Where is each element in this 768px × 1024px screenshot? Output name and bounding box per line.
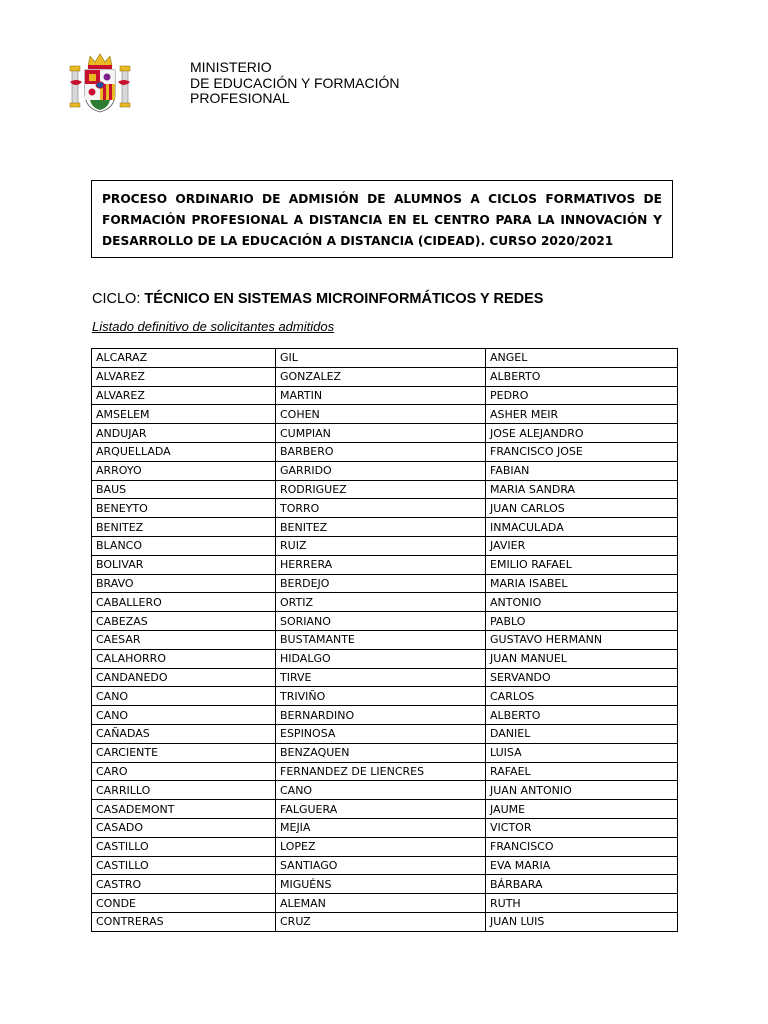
ministry-line: MINISTERIO [190,59,272,75]
second-surname-cell: ALEMAN [276,894,486,913]
table-row [92,424,678,443]
first-surname-cell: ALVAREZ [92,367,276,386]
given-name-cell: RUTH [486,894,678,913]
first-surname-cell: BOLIVAR [92,555,276,574]
table-row [92,800,678,819]
given-name-cell: JUAN MANUEL [486,649,678,668]
ciclo-prefix: CICLO: [92,291,145,307]
second-surname-cell: ORTIZ [276,593,486,612]
second-surname-cell: CRUZ [276,912,486,931]
second-surname-cell: RUIZ [276,536,486,555]
given-name-cell: JUAN LUIS [486,912,678,931]
second-surname-cell: BERDEJO [276,574,486,593]
first-surname-cell: BAUS [92,480,276,499]
given-name-cell: EMILIO RAFAEL [486,555,678,574]
table-row [92,687,678,706]
table-row [92,405,678,424]
first-surname-cell: CABEZAS [92,612,276,631]
second-surname-cell: SANTIAGO [276,856,486,875]
table-row [92,668,678,687]
table-row [92,461,678,480]
second-surname-cell: COHEN [276,405,486,424]
given-name-cell: ANGEL [486,349,678,368]
table-row [92,386,678,405]
second-surname-cell: GARRIDO [276,461,486,480]
second-surname-cell: GONZALEZ [276,367,486,386]
first-surname-cell: ALVAREZ [92,386,276,405]
second-surname-cell: TIRVE [276,668,486,687]
second-surname-cell: HERRERA [276,555,486,574]
second-surname-cell: MARTIN [276,386,486,405]
given-name-cell: ANTONIO [486,593,678,612]
first-surname-cell: CAÑADAS [92,724,276,743]
given-name-cell: ASHER MEIR [486,405,678,424]
list-heading: Listado definitivo de solicitantes admitidos [92,319,335,334]
table-row [92,724,678,743]
second-surname-cell: FERNANDEZ DE LIENCRES [276,762,486,781]
given-name-cell: LUISA [486,743,678,762]
given-name-cell: GUSTAVO HERMANN [486,630,678,649]
first-surname-cell: BLANCO [92,536,276,555]
second-surname-cell: ESPINOSA [276,724,486,743]
table-row [92,612,678,631]
table-row [92,367,678,386]
given-name-cell: INMACULADA [486,518,678,537]
ciclo-name: TÉCNICO EN SISTEMAS MICROINFORMÁTICOS Y REDES [144,291,544,307]
given-name-cell: JAVIER [486,536,678,555]
ministry-line: DE EDUCACIÓN Y FORMACIÓN [190,74,400,91]
given-name-cell: BÁRBARA [486,875,678,894]
first-surname-cell: CASADEMONT [92,800,276,819]
first-surname-cell: BENEYTO [92,499,276,518]
given-name-cell: JAUME [486,800,678,819]
table-row [92,762,678,781]
second-surname-cell: SORIANO [276,612,486,631]
second-surname-cell: BERNARDINO [276,706,486,725]
table-row [92,536,678,555]
table-row [92,781,678,800]
second-surname-cell: MEJIA [276,818,486,837]
table-row [92,875,678,894]
first-surname-cell: CASTILLO [92,837,276,856]
second-surname-cell: HIDALGO [276,649,486,668]
given-name-cell: VICTOR [486,818,678,837]
first-surname-cell: CANO [92,687,276,706]
first-surname-cell: ALCARAZ [92,349,276,368]
given-name-cell: MARIA ISABEL [486,574,678,593]
first-surname-cell: AMSELEM [92,405,276,424]
first-surname-cell: CARRILLO [92,781,276,800]
process-title: PROCESO ORDINARIO DE ADMISIÓN DE ALUMNOS A CICLOS FORMATIVOS DE FORMACIÓN PROFESIONAL A DISTANCIA EN EL CENTRO PARA LA INNOVACIÓN Y DESARROLLO DE LA EDUCACIÓN A DISTANCIA (CIDEAD). CURSO 2020/2021 [102,192,662,248]
first-surname-cell: CARO [92,762,276,781]
second-surname-cell: GIL [276,349,486,368]
first-surname-cell: CABALLERO [92,593,276,612]
table-row [92,349,678,368]
table-row [92,480,678,499]
ministry-line: PROFESIONAL [190,90,290,106]
table-row [92,574,678,593]
table-row [92,837,678,856]
second-surname-cell: TORRO [276,499,486,518]
second-surname-cell: CUMPIAN [276,424,486,443]
table-row [92,518,678,537]
first-surname-cell: CONTRERAS [92,912,276,931]
given-name-cell: JOSE ALEJANDRO [486,424,678,443]
process-title-box [91,180,673,258]
table-row [92,894,678,913]
first-surname-cell: CARCIENTE [92,743,276,762]
second-surname-cell: BENZAQUEN [276,743,486,762]
ciclo-heading [92,291,543,307]
first-surname-cell: CONDE [92,894,276,913]
table-row [92,593,678,612]
second-surname-cell: TRIVIÑO [276,687,486,706]
table-row [92,743,678,762]
coat-of-arms-logo [68,52,132,114]
given-name-cell: EVA MARIA [486,856,678,875]
ministry-name [190,60,400,107]
table-row [92,649,678,668]
table-row [92,555,678,574]
first-surname-cell: BRAVO [92,574,276,593]
second-surname-cell: MIGUÉNS [276,875,486,894]
second-surname-cell: BUSTAMANTE [276,630,486,649]
table-row [92,630,678,649]
first-surname-cell: ARROYO [92,461,276,480]
given-name-cell: FABIAN [486,461,678,480]
first-surname-cell: CAESAR [92,630,276,649]
second-surname-cell: CANO [276,781,486,800]
table-row [92,912,678,931]
given-name-cell: RAFAEL [486,762,678,781]
given-name-cell: JUAN CARLOS [486,499,678,518]
first-surname-cell: CANO [92,706,276,725]
first-surname-cell: CASTILLO [92,856,276,875]
table-row [92,499,678,518]
second-surname-cell: FALGUERA [276,800,486,819]
first-surname-cell: CANDANEDO [92,668,276,687]
first-surname-cell: CASTRO [92,875,276,894]
table-row [92,856,678,875]
second-surname-cell: RODRIGUEZ [276,480,486,499]
given-name-cell: JUAN ANTONIO [486,781,678,800]
first-surname-cell: BENITEZ [92,518,276,537]
given-name-cell: FRANCISCO [486,837,678,856]
first-surname-cell: ANDUJAR [92,424,276,443]
given-name-cell: CARLOS [486,687,678,706]
given-name-cell: PABLO [486,612,678,631]
first-surname-cell: ARQUELLADA [92,442,276,461]
given-name-cell: FRANCISCO JOSE [486,442,678,461]
given-name-cell: MARIA SANDRA [486,480,678,499]
first-surname-cell: CALAHORRO [92,649,276,668]
second-surname-cell: BENITEZ [276,518,486,537]
table-row [92,442,678,461]
table-row [92,706,678,725]
given-name-cell: SERVANDO [486,668,678,687]
given-name-cell: ALBERTO [486,367,678,386]
admitted-students-table [91,348,678,932]
second-surname-cell: BARBERO [276,442,486,461]
table-row [92,818,678,837]
given-name-cell: PEDRO [486,386,678,405]
second-surname-cell: LOPEZ [276,837,486,856]
first-surname-cell: CASADO [92,818,276,837]
given-name-cell: ALBERTO [486,706,678,725]
given-name-cell: DANIEL [486,724,678,743]
students-table-body [92,349,678,932]
